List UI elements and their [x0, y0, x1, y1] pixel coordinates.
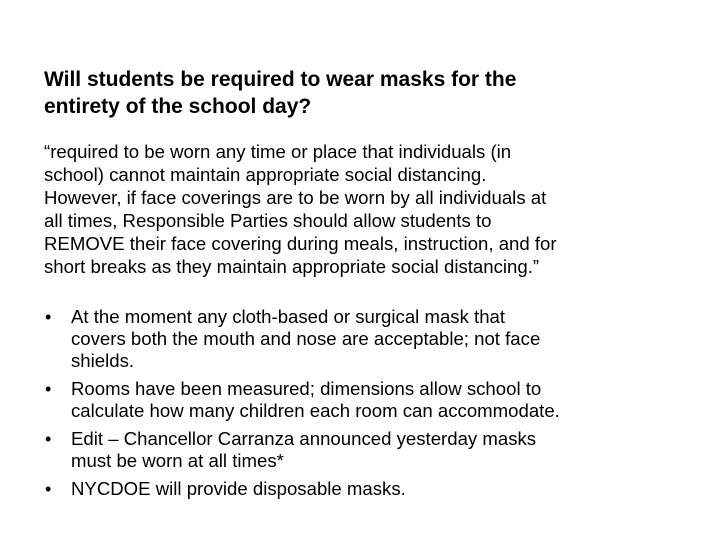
bullet-line: shields.	[71, 350, 135, 371]
bullet-line: calculate how many children each room can accommodate.	[71, 400, 560, 421]
title-line: Will students be required to wear masks for the	[44, 68, 517, 91]
bullet-item	[44, 378, 684, 422]
quote-line: REMOVE their face covering during meals, instruction, and for	[44, 233, 557, 254]
quote-line: short breaks as they maintain appropriate social distancing.”	[44, 256, 540, 277]
quote-line: all times, Responsible Parties should allow students to	[44, 210, 492, 231]
bullet-line: covers both the mouth and nose are acceptable; not face	[71, 328, 541, 349]
bullet-line: Edit – Chancellor Carranza announced yesterday masks	[71, 428, 537, 449]
bullet-line: must be worn at all times*	[71, 450, 284, 471]
quote-line: “required to be worn any time or place that individuals (in	[44, 141, 512, 162]
quote-line: school) cannot maintain appropriate social distancing.	[44, 164, 487, 185]
bullet-icon: •	[45, 307, 52, 327]
bullet-list	[44, 306, 684, 506]
bullet-line: Rooms have been measured; dimensions allow school to	[71, 378, 542, 399]
title-line: entirety of the school day?	[44, 95, 312, 118]
bullet-line: NYCDOE will provide disposable masks.	[71, 478, 406, 499]
bullet-icon: •	[45, 379, 52, 399]
bullet-icon: •	[45, 479, 52, 499]
quoted-guideline	[44, 140, 684, 278]
bullet-icon: •	[45, 429, 52, 449]
slide-title	[44, 66, 684, 120]
bullet-line: At the moment any cloth-based or surgical mask that	[71, 306, 506, 327]
bullet-item	[44, 478, 684, 500]
bullet-item	[44, 306, 684, 372]
quote-line: However, if face coverings are to be worn by all individuals at	[44, 187, 547, 208]
bullet-item	[44, 428, 684, 472]
